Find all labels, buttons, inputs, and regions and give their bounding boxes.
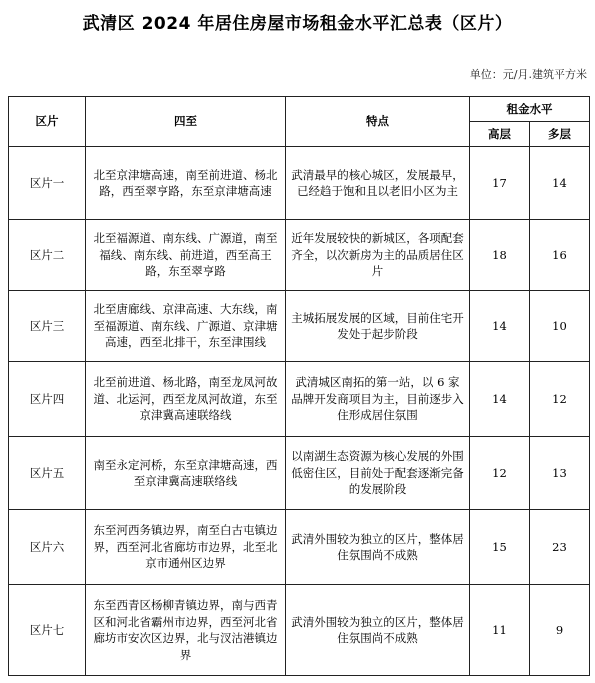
table-row — [9, 291, 590, 362]
header-high-rise: 高层 — [470, 122, 530, 147]
cell-boundary: 北至京津塘高速，南至前进道、杨北路，西至翠亨路，东至京津塘高速 — [86, 147, 286, 220]
header-multi-story: 多层 — [530, 122, 590, 147]
cell-area: 区片三 — [9, 291, 86, 362]
cell-area: 区片六 — [9, 510, 86, 585]
table-row — [9, 362, 590, 437]
cell-boundary: 北至前进道、杨北路，南至龙凤河故道、北运河，西至龙凤河故道，东至京津冀高速联络线 — [86, 362, 286, 437]
table-row — [9, 220, 590, 291]
cell-boundary: 北至唐廊线、京津高速、大东线，南至福源道、南东线、广源道、京津塘高速，西至北排干，东至津围线 — [86, 291, 286, 362]
cell-feature: 武清城区南拓的第一站，以 6 家品牌开发商项目为主，目前逐步入住形成居住氛围 — [286, 362, 470, 437]
cell-feature: 近年发展较快的新城区，各项配套齐全，以次新房为主的品质居住区片 — [286, 220, 470, 291]
table-row — [9, 437, 590, 510]
table-row — [9, 585, 590, 676]
cell-feature: 武清最早的核心城区，发展最早，已经趋于饱和且以老旧小区为主 — [286, 147, 470, 220]
cell-multi-story: 16 — [530, 220, 590, 291]
header-feature: 特点 — [286, 97, 470, 147]
cell-area: 区片七 — [9, 585, 86, 676]
cell-area: 区片四 — [9, 362, 86, 437]
cell-boundary: 东至西青区杨柳青镇边界，南与西青区和河北省霸州市边界，西至河北省廊坊市安次区边界，北与汊沽港镇边界 — [86, 585, 286, 676]
cell-high-rise: 14 — [470, 362, 530, 437]
cell-multi-story: 23 — [530, 510, 590, 585]
cell-feature: 武清外围较为独立的区片，整体居住氛围尚不成熟 — [286, 585, 470, 676]
cell-multi-story: 14 — [530, 147, 590, 220]
cell-high-rise: 18 — [470, 220, 530, 291]
rent-summary-table — [8, 96, 590, 676]
cell-feature: 以南湖生态资源为核心发展的外围低密住区，目前处于配套逐渐完备的发展阶段 — [286, 437, 470, 510]
table-row — [9, 510, 590, 585]
cell-high-rise: 15 — [470, 510, 530, 585]
cell-feature: 武清外围较为独立的区片，整体居住氛围尚不成熟 — [286, 510, 470, 585]
table-row — [9, 147, 590, 220]
cell-area: 区片五 — [9, 437, 86, 510]
cell-multi-story: 9 — [530, 585, 590, 676]
cell-area: 区片一 — [9, 147, 86, 220]
page-title: 武清区 2024 年居住房屋市场租金水平汇总表（区片） — [82, 14, 513, 34]
cell-high-rise: 12 — [470, 437, 530, 510]
header-area: 区片 — [9, 97, 86, 147]
cell-feature: 主城拓展发展的区域，目前住宅开发处于起步阶段 — [286, 291, 470, 362]
cell-high-rise: 14 — [470, 291, 530, 362]
cell-multi-story: 12 — [530, 362, 590, 437]
cell-high-rise: 11 — [470, 585, 530, 676]
unit-note: 单位：元/月.建筑平方米 — [469, 68, 587, 81]
cell-multi-story: 13 — [530, 437, 590, 510]
cell-boundary: 南至永定河桥，东至京津塘高速，西至京津冀高速联络线 — [86, 437, 286, 510]
cell-high-rise: 17 — [470, 147, 530, 220]
cell-boundary: 北至福源道、南东线、广源道，南至福线、南东线、前进道，西至高王路，东至翠亨路 — [86, 220, 286, 291]
cell-multi-story: 10 — [530, 291, 590, 362]
header-boundary: 四至 — [86, 97, 286, 147]
cell-area: 区片二 — [9, 220, 86, 291]
cell-boundary: 东至河西务镇边界，南至白古屯镇边界，西至河北省廊坊市边界，北至北京市通州区边界 — [86, 510, 286, 585]
header-rent-level: 租金水平 — [470, 97, 590, 122]
